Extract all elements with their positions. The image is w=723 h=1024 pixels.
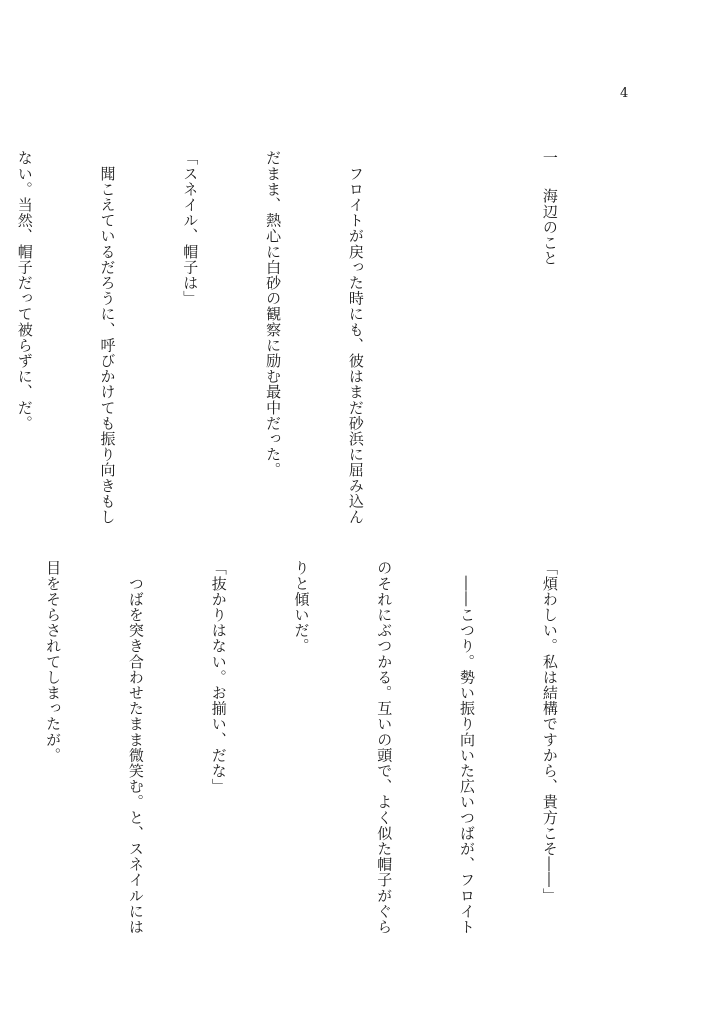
text-line: だまま、熱心に白砂の観察に励む最中だった。: [264, 150, 283, 478]
text-line: ない。当然、帽子だって被らずに、だ。: [15, 150, 34, 431]
text-line: 「煩わしい。私は結構ですから、貴方こそ――」: [540, 560, 559, 904]
top-text-block: [15, 150, 618, 530]
chapter-heading: [535, 150, 563, 530]
text-line: ――こつり。勢い振り向いた広いつばが、フロイト: [458, 560, 477, 935]
text-line: 目をそらされてしまったが。: [44, 560, 63, 763]
text-line: のそれにぶつかる。互いの頭で、よく似た帽子がぐら: [375, 560, 394, 935]
text-line: つばを突き合わせたまま微笑む。と、スネイルには: [126, 560, 145, 935]
chapter-number: 一: [540, 150, 559, 166]
bottom-text-block: [44, 560, 618, 940]
chapter-title: 海辺のこと: [540, 187, 559, 266]
page-number: 4: [620, 86, 629, 101]
text-line: 聞こえているだろうに、呼びかけても振り向きもし: [98, 150, 117, 525]
text-line: りと傾いだ。: [292, 560, 311, 654]
text-line: 「抜かりはない。お揃い、だな」: [209, 560, 228, 794]
text-line: 「スネイル、帽子は」: [181, 150, 200, 306]
text-line: フロイトが戻った時にも、彼はまだ砂浜に屈み込ん: [346, 150, 365, 525]
heading-spacer: [424, 150, 480, 530]
